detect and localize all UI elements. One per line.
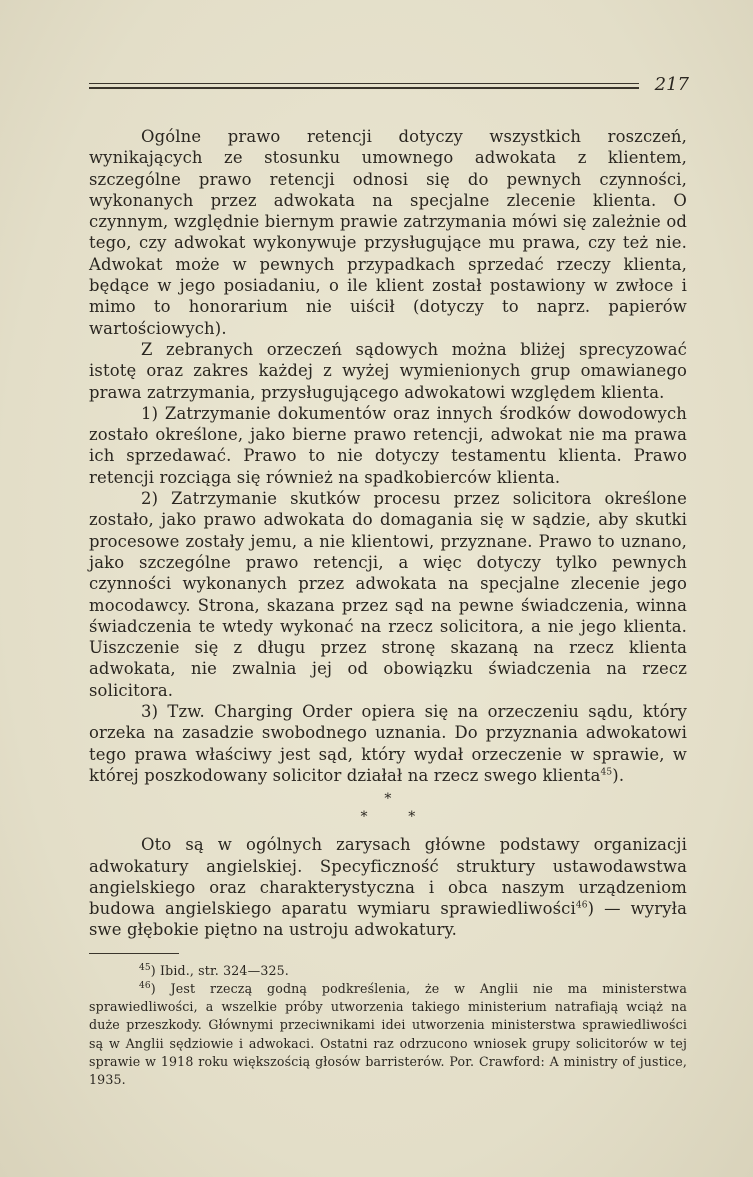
separator-stars-bottom: * * bbox=[360, 809, 416, 826]
footnote-46 bbox=[89, 980, 687, 1089]
section-separator bbox=[89, 790, 687, 826]
footnotes bbox=[89, 962, 687, 1089]
main-text bbox=[89, 126, 687, 1089]
paragraph-general-retention: Ogólne prawo retencji dotyczy wszystkich roszczeń, wynikających ze stosunku umownego adwokata z klientem, szczególne prawo retencji odnosi się do pewnych czynności, wykonanych przez adwokata na specjalne zlecenie klienta. O czynnym, względnie biernym prawie zatrzymania mówi się zależnie od tego, czy adwokat wykonywuje przysługujące mu prawa, czy też nie. Adwokat może w pewnych przypadkach sprzedać rzeczy klienta, będące w jego posiadaniu, o ile klient został postawiony w zwłoce i mimo to honorarium nie uiścił (dotyczy to naprz. papierów wartościowych). bbox=[89, 127, 687, 338]
footnote-divider bbox=[89, 953, 179, 954]
paragraph-closing bbox=[89, 834, 687, 940]
paragraph-point-3-text: 3) Tzw. Charging Order opiera się na orzeczeniu sądu, który orzeka na zasadzie swobodnego uznania. Do przyznania adwokatowi tego prawa właściwy jest sąd, który wydał orzeczenie w sprawie, w której poszkodowany solicitor działał na rzecz swego klienta bbox=[89, 702, 687, 785]
footnote-46-text: ) Jest rzeczą godną podkreślenia, że w Anglii nie ma ministerstwa sprawiedliwości, a wszelkie próby utworzenia takiego ministerium natrafiają wciąż na duże przeszkody. Głównymi przeciwnikami idei utworzenia ministerstwa sprawiedliwości są w Anglii sędziowie i adwokaci. Ostatni raz odrzucono wniosek grupy solicitorów w tej sprawie w 1918 roku większością głosów barristerów. Por. Crawford: A ministry of justice, 1935. bbox=[89, 980, 687, 1087]
closing-text: Oto są w ogólnych zarysach główne podstawy organizacji adwokatury angielskiej. Specyficzność struktury ustawodawstwa angielskiego oraz charakterystyczna i obca naszym urządzeniom budowa angielskiego aparatu wymiaru sprawiedliwości bbox=[89, 835, 687, 919]
footnote-mark-45: 45 bbox=[139, 962, 151, 973]
header-rule-thick bbox=[89, 87, 639, 89]
closing-tail: ) — wyryła swe głębokie piętno na ustroju adwokatury. bbox=[89, 899, 687, 940]
footnote-45-text: ) Ibid., str. 324—325. bbox=[150, 962, 289, 978]
page-header bbox=[89, 76, 689, 98]
paragraph-point-3-tail: ). bbox=[612, 765, 625, 785]
footnote-ref-45: 45 bbox=[600, 767, 613, 778]
page-number: 217 bbox=[654, 74, 689, 95]
separator-star-top: * bbox=[384, 791, 392, 808]
header-rule-thin bbox=[89, 83, 639, 84]
footnote-mark-46: 46 bbox=[139, 980, 151, 991]
footnote-ref-46: 46 bbox=[575, 900, 588, 911]
paragraph-point-1: 1) Zatrzymanie dokumentów oraz innych środków dowodowych zostało określone, jako bierne prawo retencji, adwokat nie ma prawa ich sprzedawać. Prawo to nie dotyczy testamentu klienta. Prawo retencji rozciąga się również na spadkobierców klienta. bbox=[89, 403, 687, 487]
footnote-45 bbox=[89, 962, 687, 980]
paragraph-point-2: 2) Zatrzymanie skutków procesu przez solicitora określone zostało, jako prawo adwokata do domagania się w sądzie, aby skutki procesowe zostały jemu, a nie klientowi, przyznane. Prawo to uznano, jako szczególne prawo retencji, a więc dotyczy tylko pewnych czynności wykonanych przez adwokata na specjalne zlecenie jego mocodawcy. Strona, skazana przez sąd na pewne świadczenia, winna świadczenia te wtedy wykonać na rzecz solicitora, a nie jego klienta. Uiszczenie się z długu przez stronę skazaną na rzecz klienta adwokata, nie zwalnia jej od obowiązku świadczenia na rzecz solicitora. bbox=[89, 489, 687, 700]
paragraph-court-rulings: Z zebranych orzeczeń sądowych można bliżej sprecyzować istotę oraz zakres każdej z wyżej wymienionych grup omawianego prawa zatrzymania, przysługującego adwokatowi względem klienta. bbox=[89, 339, 687, 402]
paragraph-point-3 bbox=[89, 701, 687, 786]
